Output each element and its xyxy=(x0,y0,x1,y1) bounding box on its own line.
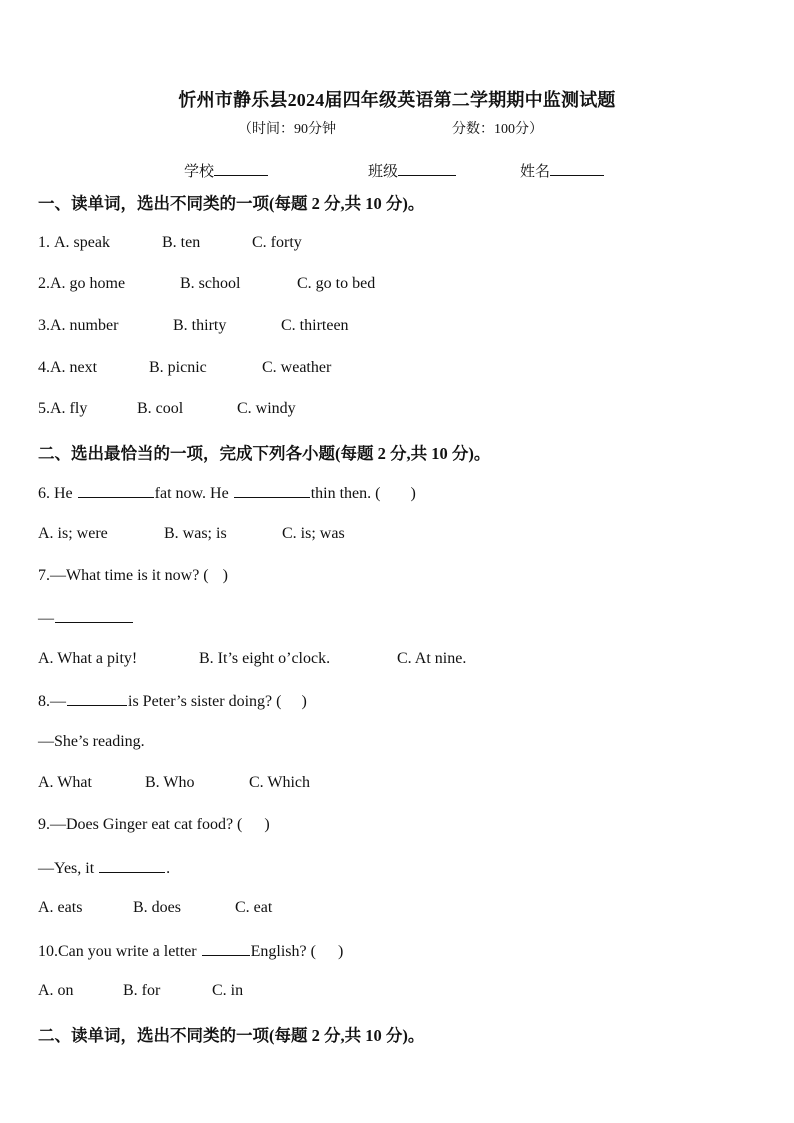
option-a: A. is; were xyxy=(38,525,108,542)
name-blank xyxy=(550,161,604,176)
question-8-options xyxy=(38,774,310,792)
option-b: B. cool xyxy=(137,400,184,417)
option-b: B. for xyxy=(123,982,161,999)
q9-blank xyxy=(99,858,165,873)
q7-text-end: ) xyxy=(222,567,228,584)
q10-text-3: ) xyxy=(337,943,344,960)
q6-text-3: thin then. ( xyxy=(310,485,381,502)
question-10-options xyxy=(38,982,243,1000)
option-a: A. next xyxy=(50,359,98,376)
exam-time: （时间：90分钟 xyxy=(238,122,336,137)
section-3-title: 二、读单词，选出不同类的一项(每题 2 分,共 10 分)。 xyxy=(38,1026,425,1045)
section-2-title: 二、选出最恰当的一项，完成下列各小题(每题 2 分,共 10 分)。 xyxy=(38,444,491,463)
question-7-answer xyxy=(38,608,134,628)
option-b: B. thirty xyxy=(173,317,227,334)
q7-dash: — xyxy=(38,610,54,627)
option-a: A. fly xyxy=(50,400,88,417)
question-8 xyxy=(38,691,307,711)
option-c: C. in xyxy=(212,982,244,999)
question-3 xyxy=(38,317,349,335)
q10-blank xyxy=(202,941,250,956)
question-10 xyxy=(38,941,343,961)
question-1 xyxy=(38,234,302,252)
school-label: 学校 xyxy=(184,164,215,180)
q9-text-end: ) xyxy=(264,816,270,833)
option-b: B. picnic xyxy=(149,359,207,376)
q9-period: . xyxy=(166,860,171,877)
school-blank xyxy=(214,161,268,176)
q9-answer-text: —Yes, it xyxy=(38,860,99,877)
q7-blank xyxy=(55,608,133,623)
question-5 xyxy=(38,400,296,418)
q-num: 4. xyxy=(38,359,50,376)
q8-text-2: is Peter’s sister doing? ( xyxy=(128,693,282,710)
option-a: A. eats xyxy=(38,899,83,916)
option-a: A. What a pity! xyxy=(38,650,138,667)
option-c: C. windy xyxy=(237,400,296,417)
question-2 xyxy=(38,275,375,293)
name-field xyxy=(520,160,604,181)
question-9-answer xyxy=(38,858,170,878)
q7-text: 7.—What time is it now? ( xyxy=(38,567,209,584)
class-blank xyxy=(398,161,456,176)
exam-score: 分数：100分） xyxy=(452,122,543,137)
q-num: 1. xyxy=(38,234,54,251)
q6-blank-1 xyxy=(78,483,154,498)
question-7 xyxy=(38,567,228,585)
section-1-title: 一、读单词，选出不同类的一项(每题 2 分,共 10 分)。 xyxy=(38,194,425,213)
q6-text-4: ) xyxy=(410,485,416,502)
option-a: A. number xyxy=(50,317,119,334)
name-label: 姓名 xyxy=(520,164,551,180)
q-num: 3. xyxy=(38,317,50,334)
option-a: A. go home xyxy=(50,275,126,292)
option-b: B. school xyxy=(180,275,241,292)
q10-text-1: 10.Can you write a letter xyxy=(38,943,201,960)
page-title: 忻州市静乐县2024届四年级英语第二学期期中监测试题 xyxy=(178,90,616,110)
option-a: A. What xyxy=(38,774,92,791)
option-c: C. is; was xyxy=(282,525,345,542)
option-a: A. speak xyxy=(54,234,110,251)
school-field xyxy=(184,160,268,181)
option-c: C. thirteen xyxy=(281,317,349,334)
q6-blank-2 xyxy=(234,483,310,498)
option-c: C. At nine. xyxy=(397,650,467,667)
q8-text-1: 8.— xyxy=(38,693,66,710)
class-field xyxy=(368,160,456,181)
option-a: A. on xyxy=(38,982,74,999)
question-4 xyxy=(38,359,331,377)
option-b: B. Who xyxy=(145,774,195,791)
option-c: C. eat xyxy=(235,899,273,916)
question-9-options xyxy=(38,899,272,917)
q-num: 5. xyxy=(38,400,50,417)
option-c: C. Which xyxy=(249,774,311,791)
question-6 xyxy=(38,483,416,503)
q8-text-3: ) xyxy=(301,693,307,710)
question-8-answer: —She’s reading. xyxy=(38,733,145,750)
q10-text-2: English? ( xyxy=(250,943,316,960)
option-b: B. does xyxy=(133,899,181,916)
option-c: C. go to bed xyxy=(297,275,376,292)
option-c: C. weather xyxy=(262,359,332,376)
question-6-options xyxy=(38,525,345,543)
question-7-options xyxy=(38,650,466,668)
option-b: B. ten xyxy=(162,234,201,251)
class-label: 班级 xyxy=(368,164,399,180)
q6-text-2: fat now. He xyxy=(154,485,233,502)
q8-blank xyxy=(67,691,127,706)
option-c: C. forty xyxy=(252,234,302,251)
question-9 xyxy=(38,816,270,834)
q9-text: 9.—Does Ginger eat cat food? ( xyxy=(38,816,243,833)
q6-text-1: 6. He xyxy=(38,485,77,502)
q-num: 2. xyxy=(38,275,50,292)
option-b: B. was; is xyxy=(164,525,227,542)
option-b: B. It’s eight o’clock. xyxy=(199,650,331,667)
